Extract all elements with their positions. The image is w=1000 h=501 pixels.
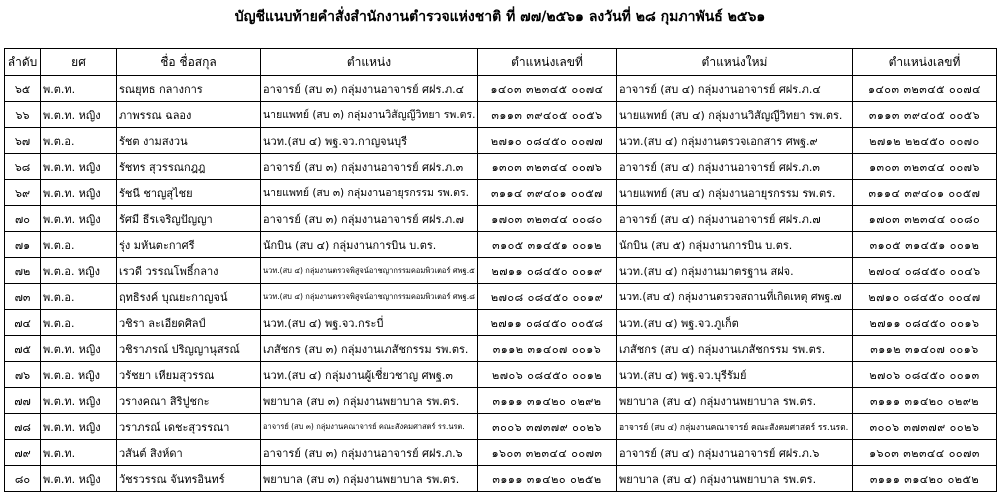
column-header-name: ชื่อ ชื่อสกุล [117,49,261,76]
name-cell: รัชต งามสงวน [117,128,261,154]
rank-cell: พ.ต.ท. หญิง [41,154,117,180]
new-position-number-cell: ๓๑๑๓ ๓๙๔๐๕ ๐๐๕๖ [853,102,997,128]
rank-cell: พ.ต.ท. [41,440,117,466]
position-number-cell: ๒๗๑๑ ๐๘๔๕๐ ๐๐๕๘ [478,310,617,336]
rank-cell: พ.ต.อ. [41,310,117,336]
column-header-position: ตำแหน่ง [261,49,478,76]
new-position-number-cell: ๒๗๑๑ ๐๘๔๕๐ ๐๐๑๖ [853,310,997,336]
name-cell: ภาพรรณ ฉลอง [117,102,261,128]
name-cell: วราภรณ์ เดชะสุวรรณา [117,414,261,440]
column-header-order: ลำดับ [5,49,41,76]
rank-cell: พ.ต.ท. หญิง [41,102,117,128]
position-number-cell: ๑๓๐๓ ๓๒๓๔๔ ๐๐๗๖ [478,154,617,180]
name-cell: วรัชยา เหียมสุวรรณ [117,362,261,388]
name-cell: รุ่ง มหันตะกาศรี [117,232,261,258]
rank-cell: พ.ต.อ. หญิง [41,258,117,284]
order-cell: ๗๒ [5,258,41,284]
new-position-number-cell: ๒๗๑๐ ๐๘๔๕๐ ๐๐๔๗ [853,284,997,310]
new-position-cell: อาจารย์ (สบ ๔) กลุ่มงานอาจารย์ ศฝร.ภ.๖ [617,440,853,466]
position-cell: พยาบาล (สบ ๓) กลุ่มงานพยาบาล รพ.ตร. [261,466,478,492]
position-number-cell: ๑๔๐๓ ๓๒๓๔๕ ๐๐๗๔ [478,76,617,102]
table-row [5,232,997,258]
rank-cell: พ.ต.อ. [41,284,117,310]
order-cell: ๖๘ [5,154,41,180]
order-cell: ๖๗ [5,128,41,154]
order-cell: ๗๘ [5,414,41,440]
table-row [5,154,997,180]
new-position-cell: อาจารย์ (สบ ๔) กลุ่มงานอาจารย์ ศฝร.ภ.๗ [617,206,853,232]
table-row [5,414,997,440]
new-position-cell: นวท.(สบ ๔) กลุ่มงานมาตรฐาน สฝจ. [617,258,853,284]
new-position-number-cell: ๒๗๐๔ ๐๘๔๕๐ ๐๐๔๖ [853,258,997,284]
name-cell: ฤทธิรงค์ บุณยะกาญจน์ [117,284,261,310]
table-row [5,388,997,414]
name-cell: วัชรวรรณ จันทรอินทร์ [117,466,261,492]
new-position-number-cell: ๑๗๐๓ ๓๒๓๔๔ ๐๐๘๐ [853,206,997,232]
order-cell: ๗๔ [5,310,41,336]
new-position-number-cell: ๓๑๑๒ ๓๑๔๐๗ ๐๐๑๖ [853,336,997,362]
position-number-cell: ๑๗๐๓ ๓๒๓๔๔ ๐๐๘๐ [478,206,617,232]
column-header-new-position: ตำแหน่งใหม่ [617,49,853,76]
table-row [5,76,997,102]
name-cell: รัชทร สุวรรณกฎฎ [117,154,261,180]
new-position-cell: นวท.(สบ ๔) กลุ่มงานตรวจสถานที่เกิดเหตุ ศพฐ.๗ [617,284,853,310]
name-cell: รัศมี ธีรเจริญปัญญา [117,206,261,232]
order-cell: ๖๕ [5,76,41,102]
new-position-number-cell: ๑๖๐๓ ๓๒๓๔๔ ๐๐๗๓ [853,440,997,466]
rank-cell: พ.ต.อ. [41,128,117,154]
new-position-cell: นายแพทย์ (สบ ๔) กลุ่มงานอายุรกรรม รพ.ตร. [617,180,853,206]
order-cell: ๗๓ [5,284,41,310]
rank-cell: พ.ต.ท. หญิง [41,466,117,492]
rank-cell: พ.ต.ท. หญิง [41,414,117,440]
rank-cell: พ.ต.ท. หญิง [41,206,117,232]
new-position-number-cell: ๒๗๐๖ ๐๘๔๕๐ ๐๐๑๓ [853,362,997,388]
personnel-table [4,48,997,492]
table-row [5,362,997,388]
new-position-cell: พยาบาล (สบ ๔) กลุ่มงานพยาบาล รพ.ตร. [617,388,853,414]
new-position-cell: เภสัชกร (สบ ๔) กลุ่มงานเภสัชกรรม รพ.ตร. [617,336,853,362]
order-cell: ๗๑ [5,232,41,258]
name-cell: เรวดี วรรณโพธิ์กลาง [117,258,261,284]
position-number-cell: ๑๖๐๓ ๓๒๓๔๔ ๐๐๗๓ [478,440,617,466]
table-row [5,206,997,232]
new-position-cell: อาจารย์ (สบ ๔) กลุ่มงานคณาจารย์ คณะสังคมศาสตร์ รร.นรต. [617,414,853,440]
name-cell: รณยุทธ กลางการ [117,76,261,102]
table-row [5,258,997,284]
position-cell: นักบิน (สบ ๔) กลุ่มงานการบิน บ.ตร. [261,232,478,258]
rank-cell: พ.ต.อ. [41,232,117,258]
position-number-cell: ๓๑๑๒ ๓๑๔๐๗ ๐๐๑๖ [478,336,617,362]
name-cell: วชิรา ละเอียดศิลป์ [117,310,261,336]
position-cell: นวท.(สบ ๔) พฐ.จว.กระบี่ [261,310,478,336]
table-header-row [5,49,997,76]
position-cell: อาจารย์ (สบ ๓) กลุ่มงานอาจารย์ ศฝร.ภ.๔ [261,76,478,102]
position-number-cell: ๓๑๑๑ ๓๑๔๒๐ ๐๒๕๒ [478,466,617,492]
new-position-number-cell: ๓๑๑๔ ๓๙๔๐๑ ๐๐๕๗ [853,180,997,206]
position-cell: นวท.(สบ ๔) พฐ.จว.กาญจนบุรี [261,128,478,154]
order-cell: ๗๗ [5,388,41,414]
table-row [5,128,997,154]
position-cell: อาจารย์ (สบ ๓) กลุ่มงานคณาจารย์ คณะสังคมศาสตร์ รร.นรต. [261,414,478,440]
position-cell: นายแพทย์ (สบ ๓) กลุ่มงานวิสัญญีวิทยา รพ.ตร. [261,102,478,128]
rank-cell: พ.ต.ท. หญิง [41,388,117,414]
new-position-cell: นวท.(สบ ๔) พฐ.จว.ภูเก็ต [617,310,853,336]
table-row [5,466,997,492]
position-cell: นวท.(สบ ๔) กลุ่มงานตรวจพิสูจน์อาชญากรรมคอมพิวเตอร์ ศพฐ.๕ [261,258,478,284]
new-position-cell: นวท.(สบ ๔) กลุ่มงานตรวจเอกสาร ศพฐ.๙ [617,128,853,154]
order-cell: ๖๙ [5,180,41,206]
order-cell: ๗๙ [5,440,41,466]
position-cell: อาจารย์ (สบ ๓) กลุ่มงานอาจารย์ ศฝร.ภ.๓ [261,154,478,180]
rank-cell: พ.ต.ท. หญิง [41,180,117,206]
table-row [5,180,997,206]
position-number-cell: ๓๑๑๑ ๓๑๔๒๐ ๐๒๙๒ [478,388,617,414]
column-header-position-number: ตำแหน่งเลขที่ [478,49,617,76]
name-cell: รัชนี ชาญสุไชย [117,180,261,206]
column-header-new-position-number: ตำแหน่งเลขที่ [853,49,997,76]
position-cell: นวท.(สบ ๔) กลุ่มงานผู้เชี่ยวชาญ ศพฐ.๓ [261,362,478,388]
table-row [5,284,997,310]
table-row [5,102,997,128]
position-cell: อาจารย์ (สบ ๓) กลุ่มงานอาจารย์ ศฝร.ภ.๗ [261,206,478,232]
position-number-cell: ๒๗๐๖ ๐๘๔๕๐ ๐๐๑๒ [478,362,617,388]
table-row [5,336,997,362]
table-row [5,440,997,466]
table-row [5,310,997,336]
name-cell: วชิราภรณ์ ปริญญานุสรณ์ [117,336,261,362]
new-position-number-cell: ๓๑๐๕ ๓๑๔๕๑ ๐๐๑๒ [853,232,997,258]
new-position-number-cell: ๓๑๑๑ ๓๑๔๒๐ ๐๒๕๒ [853,466,997,492]
position-cell: นายแพทย์ (สบ ๓) กลุ่มงานอายุรกรรม รพ.ตร. [261,180,478,206]
new-position-cell: นายแพทย์ (สบ ๔) กลุ่มงานวิสัญญีวิทยา รพ.ตร. [617,102,853,128]
name-cell: วสันต์ สิงห์ดา [117,440,261,466]
position-number-cell: ๒๗๑๐ ๐๘๔๕๐ ๐๐๗๗ [478,128,617,154]
position-number-cell: ๒๗๑๑ ๐๘๔๕๐ ๐๐๑๙ [478,258,617,284]
position-number-cell: ๓๑๑๓ ๓๙๔๐๕ ๐๐๕๖ [478,102,617,128]
new-position-number-cell: ๒๗๑๒ ๒๒๔๕๐ ๐๐๗๐ [853,128,997,154]
order-cell: ๗๕ [5,336,41,362]
new-position-cell: พยาบาล (สบ ๔) กลุ่มงานพยาบาล รพ.ตร. [617,466,853,492]
order-cell: ๗๐ [5,206,41,232]
column-header-rank: ยศ [41,49,117,76]
new-position-number-cell: ๑๔๐๓ ๓๒๓๔๕ ๐๐๗๔ [853,76,997,102]
new-position-number-cell: ๑๓๐๓ ๓๒๓๔๔ ๐๐๗๖ [853,154,997,180]
position-number-cell: ๓๑๑๔ ๓๙๔๐๑ ๐๐๕๗ [478,180,617,206]
rank-cell: พ.ต.ท. หญิง [41,336,117,362]
new-position-number-cell: ๓๐๐๖ ๓๗๓๗๙ ๐๐๒๖ [853,414,997,440]
table-body [5,76,997,492]
name-cell: วรางคณา สิริปูชกะ [117,388,261,414]
new-position-cell: นวท.(สบ ๔) พฐ.จว.บุรีรัมย์ [617,362,853,388]
rank-cell: พ.ต.อ. หญิง [41,362,117,388]
position-cell: นวท.(สบ ๔) กลุ่มงานตรวจพิสูจน์อาชญากรรมคอมพิวเตอร์ ศพฐ.๘ [261,284,478,310]
position-number-cell: ๒๗๐๘ ๐๘๔๕๐ ๐๐๑๙ [478,284,617,310]
order-cell: ๘๐ [5,466,41,492]
order-cell: ๗๖ [5,362,41,388]
position-number-cell: ๓๑๐๕ ๓๑๔๕๑ ๐๐๑๒ [478,232,617,258]
position-cell: พยาบาล (สบ ๓) กลุ่มงานพยาบาล รพ.ตร. [261,388,478,414]
position-cell: เภสัชกร (สบ ๓) กลุ่มงานเภสัชกรรม รพ.ตร. [261,336,478,362]
new-position-cell: อาจารย์ (สบ ๔) กลุ่มงานอาจารย์ ศฝร.ภ.๓ [617,154,853,180]
rank-cell: พ.ต.ท. [41,76,117,102]
position-cell: อาจารย์ (สบ ๓) กลุ่มงานอาจารย์ ศฝร.ภ.๖ [261,440,478,466]
position-number-cell: ๓๐๐๖ ๓๗๓๗๙ ๐๐๒๖ [478,414,617,440]
order-cell: ๖๖ [5,102,41,128]
new-position-cell: นักบิน (สบ ๕) กลุ่มงานการบิน บ.ตร. [617,232,853,258]
new-position-number-cell: ๓๑๑๑ ๓๑๔๒๐ ๐๒๙๒ [853,388,997,414]
new-position-cell: อาจารย์ (สบ ๔) กลุ่มงานอาจารย์ ศฝร.ภ.๔ [617,76,853,102]
document-title: บัญชีแนบท้ายคำสั่งสำนักงานตำรวจแห่งชาติ ที่ ๗๗/๒๕๖๑ ลงวันที่ ๒๘ กุมภาพันธ์ ๒๕๖๑ [234,9,766,25]
